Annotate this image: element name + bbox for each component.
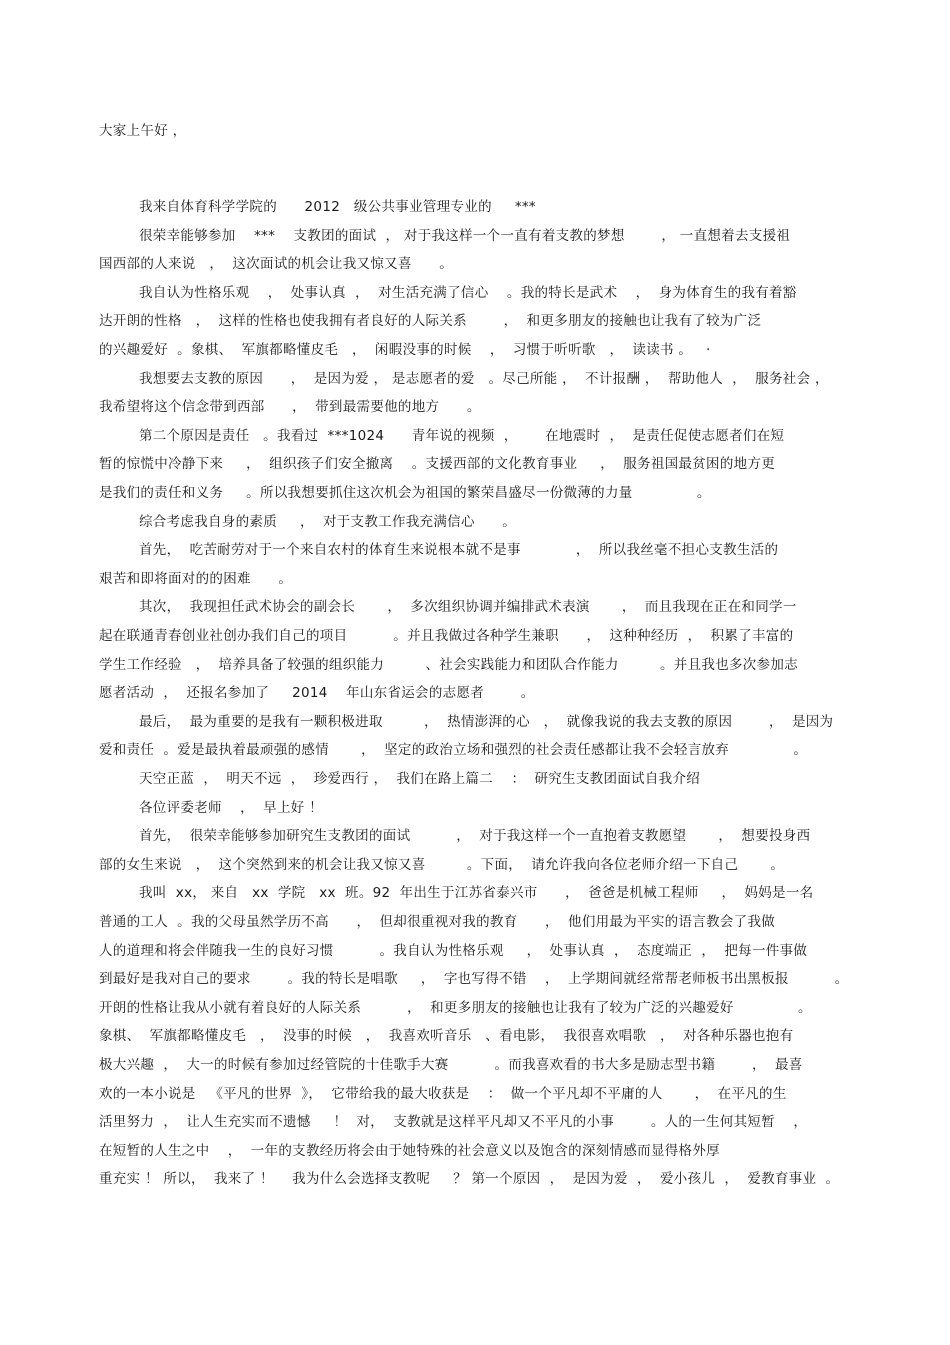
- text-line: 各位评委老师 ， 早上好 ！: [139, 799, 323, 816]
- text-line: 我自认为性格乐观 ， 处事认真 ， 对生活充满了信心 。我的特长是武术 ， 身为体育生的我有着豁: [139, 284, 797, 301]
- text-line: 爱和责任 。爱是最执着最顽强的感情 ， 坚定的政治立场和强烈的社会责任感都让我不会轻言放弃 。: [99, 742, 808, 759]
- text-line: 重充实 ！ 所以， 我来了 ！ 我为什么会选择支教呢 ？ 第一个原因 ， 是因为爱 ， 爱小孩儿 ， 爱教育事业 。: [99, 1171, 840, 1188]
- greeting-line: 大家上午好 ，: [99, 123, 187, 139]
- text-line: 天空正蓝 ， 明天不远 ， 珍爱西行 ， 我们在路上篇二 ： 研究生支教团面试自我介绍: [139, 771, 701, 787]
- text-line: 很荣幸能够参加 *** 支教团的面试 ， 对于我这样一个一直有着支教的梦想 ， 一直想着去支援祖: [139, 227, 791, 244]
- text-line: 达开朗的性格 ， 这样的性格也使我拥有者良好的人际关系 ， 和更多朋友的接触也让我有了较为广泛: [99, 313, 762, 330]
- text-line: 普通的工人 。我的父母虽然学历不高 ， 但却很重视对我的教育 ， 他们用最为平实的语言教会了我做: [99, 914, 776, 930]
- text-line: 首先， 很荣幸能够参加研究生支教团的面试 ， 对于我这样一个一直抱着支教愿望 ， 想要投身西: [139, 828, 811, 845]
- text-line: 我叫 xx， 来自 xx 学院 xx 班。92 年出生于江苏省泰兴市 ， 爸爸是机械工程师 ， 妈妈是一名: [139, 885, 814, 902]
- text-line: 人的道理和将会伴随我一生的良好习惯 。我自认为性格乐观 ， 处事认真 ， 态度端正 ， 把每一件事做: [99, 942, 808, 959]
- text-line: 我来自体育科学学院的 2012 级公共事业管理专业的 ***: [139, 199, 536, 215]
- text-line: 开朗的性格让我从小就有着良好的人际关系 ， 和更多朋友的接触也让我有了较为广泛的兴趣爱好 。: [99, 999, 812, 1016]
- text-line: 我想要去支教的原因 ， 是因为爱 ， 是志愿者的爱 。尽己所能 ， 不计报酬 ， 帮助他人 ， 服务社会 ，: [139, 370, 829, 387]
- text-line: 极大兴趣 ， 大一的时候有参加过经管院的十佳歌手大赛 。而我喜欢看的书大多是励志型书籍 ， 最喜: [99, 1057, 803, 1073]
- text-line: 第二个原因是责任 。我看过 ***1024 青年说的视频 ， 在地震时 ， 是责任促使志愿者们在短: [139, 427, 785, 444]
- text-line: 在短暂的人生之中 ， 一年的支教经历将会由于她特殊的社会意义以及饱含的深刻情感而显得格外厚: [99, 1142, 720, 1159]
- text-line: 部的女生来说 ， 这个突然到来的机会让我又惊又喜 。下面， 请允许我向各位老师介绍一下自己 。: [99, 856, 785, 873]
- text-line: 我希望将这个信念带到西部 ， 带到最需要他的地方 。: [99, 399, 481, 416]
- text-line: 学生工作经验 ， 培养具备了较强的组织能力 、社会实践能力和团队合作能力 。并且我也多次参加志: [99, 656, 798, 673]
- text-line: 到最好是我对自己的要求 。我的特长是唱歌 ， 字也写得不错 ， 上学期间就经常帮老师板书出黑板报 。: [99, 971, 849, 988]
- text-line: 欢的一本小说是 《平凡的世界 》， 它带给我的最大收获是 ： 做一个平凡却不平庸的人 ， 在平凡的生: [99, 1085, 787, 1102]
- text-line: 艰苦和即将面对的的困难 。: [99, 570, 293, 587]
- text-line: 首先， 吃苦耐劳对于一个来自农村的体育生来说根本就不是事 ， 所以我丝毫不担心支教生活的: [139, 542, 779, 559]
- text-line: 最后， 最为重要的是我有一颗积极进取 ， 热情澎湃的心 ， 就像我说的我去支教的原因 ， 是因为: [139, 713, 834, 730]
- text-line: 象棋、 军旗都略懂皮毛 ， 没事的时候 ， 我喜欢听音乐 、看电影， 我很喜欢唱歌 ， 对各种乐器也抱有: [99, 1028, 794, 1045]
- text-line: 起在联通青春创业社创办我们自己的项目 。并且我做过各种学生兼职 ， 这种种经历 ， 积累了丰富的: [99, 628, 794, 644]
- text-line: 的兴趣爱好 。象棋、 军旗都略懂皮毛 ， 闲暇没事的时候 ， 习惯于听听歌 ， 读读书 。 ·: [99, 342, 711, 358]
- text-line: 综合考虑我自身的素质 ， 对于支教工作我充满信心 。: [139, 513, 517, 530]
- text-line: 暂的惊慌中冷静下来 ， 组织孩子们安全撤离 。支援西部的文化教育事业 ， 服务祖国最贫困的地方更: [99, 456, 776, 473]
- text-line: 国西部的人来说 ， 这次面试的机会让我又惊又喜 。: [99, 256, 454, 273]
- text-line: 活里努力 ， 让人生充实而不遗憾 ！ 对， 支教就是这样平凡却又不平凡的小事 。人的一生何其短暂 ，: [99, 1114, 808, 1131]
- text-line: 是我们的责任和义务 。所以我想要抓住这次机会为祖国的繁荣昌盛尽一份微薄的力量 。: [99, 485, 711, 501]
- text-line: 其次， 我现担任武术协会的副会长 ， 多次组织协调并编排武术表演 ， 而且我现在正在和同学一: [139, 599, 797, 616]
- text-line: 愿者活动 ， 还报名参加了 2014 年山东省运会的志愿者 。: [99, 685, 535, 702]
